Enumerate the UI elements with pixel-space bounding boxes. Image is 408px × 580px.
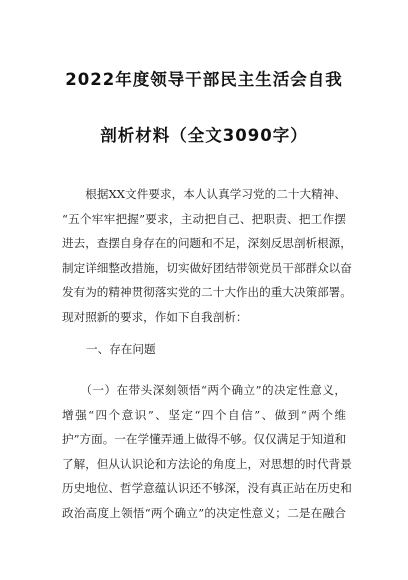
section-paragraph [62, 378, 352, 526]
intro-line-3: 进去，查摆自身存在的问题和不足，深刻反思剖析根源， [62, 236, 352, 251]
section-line-3: 护”方面。一在学懂弄通上做得不够。仅仅满足于知道和 [62, 432, 347, 447]
document-title-line-1: 2022年度领导干部民主生活会自我 [65, 70, 343, 89]
intro-line-6: 现对照新的要求，作如下自我剖析： [62, 309, 248, 324]
section-line-2: 增强“四个意识”、坚定“四个自信”、做到“两个维 [62, 407, 346, 422]
section-line-4: 了解，但从认识论和方法论的角度上，对思想的时代背景 [62, 456, 352, 471]
intro-line-5: 发有为的精神贯彻落实党的二十大作出的重大决策部署。 [62, 285, 352, 300]
section-line-1: （一）在带头深刻领悟“两个确立”的决定性意义， [62, 383, 346, 397]
section-line-6: 政治高度上领悟“两个确立”的决定性意义；二是在融合 [62, 505, 346, 520]
intro-line-1: 根据XX文件要求，本人认真学习党的二十大精神、 [62, 187, 346, 201]
intro-line-4: 制定详细整改措施，切实做好团结带领党员干部群众以奋 [62, 260, 352, 275]
section-heading: 一、存在问题 [86, 342, 156, 356]
document-title-line-2: 剖析材料（全文3090字） [100, 126, 308, 145]
intro-line-2: “五个牢牢把握”要求，主动把自己、把职责、把工作摆 [62, 211, 346, 226]
section-line-5: 历史地位、哲学意蕴认识还不够深，没有真正站在历史和 [62, 481, 352, 496]
intro-paragraph [62, 182, 352, 330]
